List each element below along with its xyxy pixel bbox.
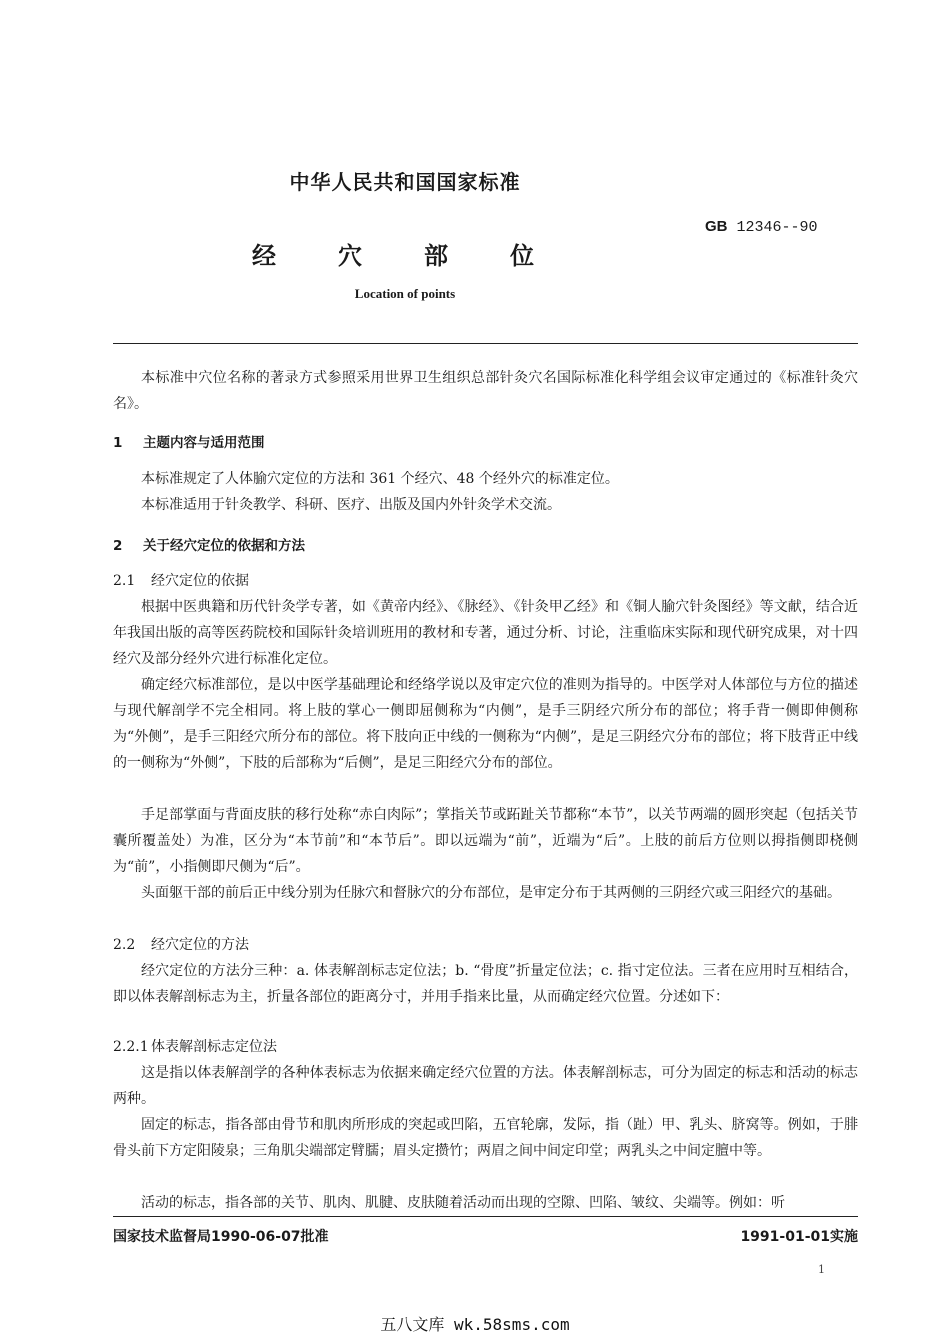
- approval-date: 国家技术监督局1990-06-07批准: [113, 1229, 329, 1245]
- section-2-1-heading: [113, 570, 249, 590]
- section-2-1-number: 2.1: [113, 573, 136, 589]
- section-1-title: 主题内容与适用范围: [143, 435, 265, 451]
- section-2-2-1-paragraph-1: 这是指以体表解剖学的各种体表标志为依据来确定经穴位置的方法。体表解剖标志，可分为固定的标志和活动的标志两种。: [113, 1065, 858, 1107]
- section-2-1-paragraph-1: 根据中医典籍和历代针灸学专著，如《黄帝内经》、《脉经》、《针灸甲乙经》和《铜人腧穴针灸图经》等文献，结合近年我国出版的高等医药院校和国际针灸培训班用的教材和专著，通过分析、讨论，注重临床实际和现代研究成果，对十四经穴及部分经外穴进行标准化定位。: [113, 599, 858, 667]
- standard-prefix: GB: [705, 218, 728, 235]
- section-2-1-paragraph-2: 确定经穴标准部位，是以中医学基础理论和经络学说以及审定穴位的准则为指导的。中医学对人体部位与方位的描述与现代解剖学不完全相同。将上肢的掌心一侧即屈侧称为“内侧”，是手三阴经穴所分布的部位；将手背一侧即伸侧称为“外侧”，是手三阳经穴所分布的部位。将下肢向正中线的一侧称为“内侧”，是足三阴经穴分布的部位；将下肢背正中线的一侧称为“外侧”，下肢的后部称为“后侧”，是足三阳经穴分布的部位。: [113, 677, 858, 771]
- section-1-paragraph-1: 本标准规定了人体腧穴定位的方法和 361 个经穴、48 个经外穴的标准定位。: [141, 471, 619, 487]
- section-2-2-1-heading: [113, 1036, 277, 1056]
- national-standard-heading: 中华人民共和国国家标准: [289, 170, 521, 194]
- effective-date: 1991-01-01实施: [740, 1229, 858, 1245]
- section-2-1-title: 经穴定位的依据: [151, 573, 249, 589]
- section-1-paragraph-2: 本标准适用于针灸教学、科研、医疗、出版及国内外针灸学术交流。: [141, 497, 561, 513]
- footer-divider: [113, 1216, 858, 1217]
- standard-number: 12346--90: [736, 219, 818, 236]
- section-2-title: 关于经穴定位的依据和方法: [143, 538, 305, 554]
- section-2-2-1-number: 2.2.1: [113, 1039, 149, 1055]
- section-2-2-1-title: 体表解剖标志定位法: [151, 1039, 277, 1055]
- page-number: 1: [818, 1263, 825, 1276]
- section-2-2-1-paragraph-3: 活动的标志，指各部的关节、肌肉、肌腱、皮肤随着活动而出现的空隙、凹陷、皱纹、尖端等。例如：听: [141, 1195, 785, 1211]
- section-1-number: 1: [113, 435, 123, 451]
- document-title: 经穴部位: [252, 242, 596, 270]
- standard-code: [705, 218, 818, 236]
- header-divider: [113, 343, 858, 344]
- document-subtitle: Location of points: [354, 286, 456, 301]
- section-1-heading: [113, 431, 265, 451]
- section-2-heading: [113, 534, 305, 554]
- intro-paragraph: 本标准中穴位名称的著录方式参照采用世界卫生组织总部针灸穴名国际标准化科学组会议审定通过的《标准针灸穴名》。: [113, 370, 858, 412]
- section-2-2-heading: [113, 934, 249, 954]
- section-2-2-1-paragraph-2: 固定的标志，指各部由骨节和肌肉所形成的突起或凹陷，五官轮廓，发际，指（趾）甲、乳头、脐窝等。例如，于腓骨头前下方定阳陵泉；三角肌尖端部定臂臑；眉头定攒竹；两眉之间中间定印堂；两乳头之中间定膻中等。: [113, 1117, 858, 1159]
- section-2-number: 2: [113, 538, 123, 554]
- site-watermark: 五八文库 wk.58sms.com: [380, 1315, 570, 1334]
- section-2-1-paragraph-4: 头面躯干部的前后正中线分别为任脉穴和督脉穴的分布部位，是审定分布于其两侧的三阴经穴或三阳经穴的基础。: [141, 885, 841, 901]
- section-2-2-number: 2.2: [113, 937, 136, 953]
- section-2-2-title: 经穴定位的方法: [151, 937, 249, 953]
- section-2-1-paragraph-3: 手足部掌面与背面皮肤的移行处称“赤白肉际”；掌指关节或跖趾关节都称“本节”，以关节两端的圆形突起（包括关节囊所覆盖处）为准，区分为“本节前”和“本节后”。即以远端为“前”，近端为“后”。上肢的前后方位则以拇指侧即桡侧为“前”，小指侧即尺侧为“后”。: [113, 807, 858, 875]
- section-2-2-paragraph-1: 经穴定位的方法分三种：a. 体表解剖标志定位法；b. “骨度”折量定位法；c. 指寸定位法。三者在应用时互相结合，即以体表解剖标志为主，折量各部位的距离分寸，并用手指来比量，从而确定经穴位置。分述如下：: [113, 963, 858, 1005]
